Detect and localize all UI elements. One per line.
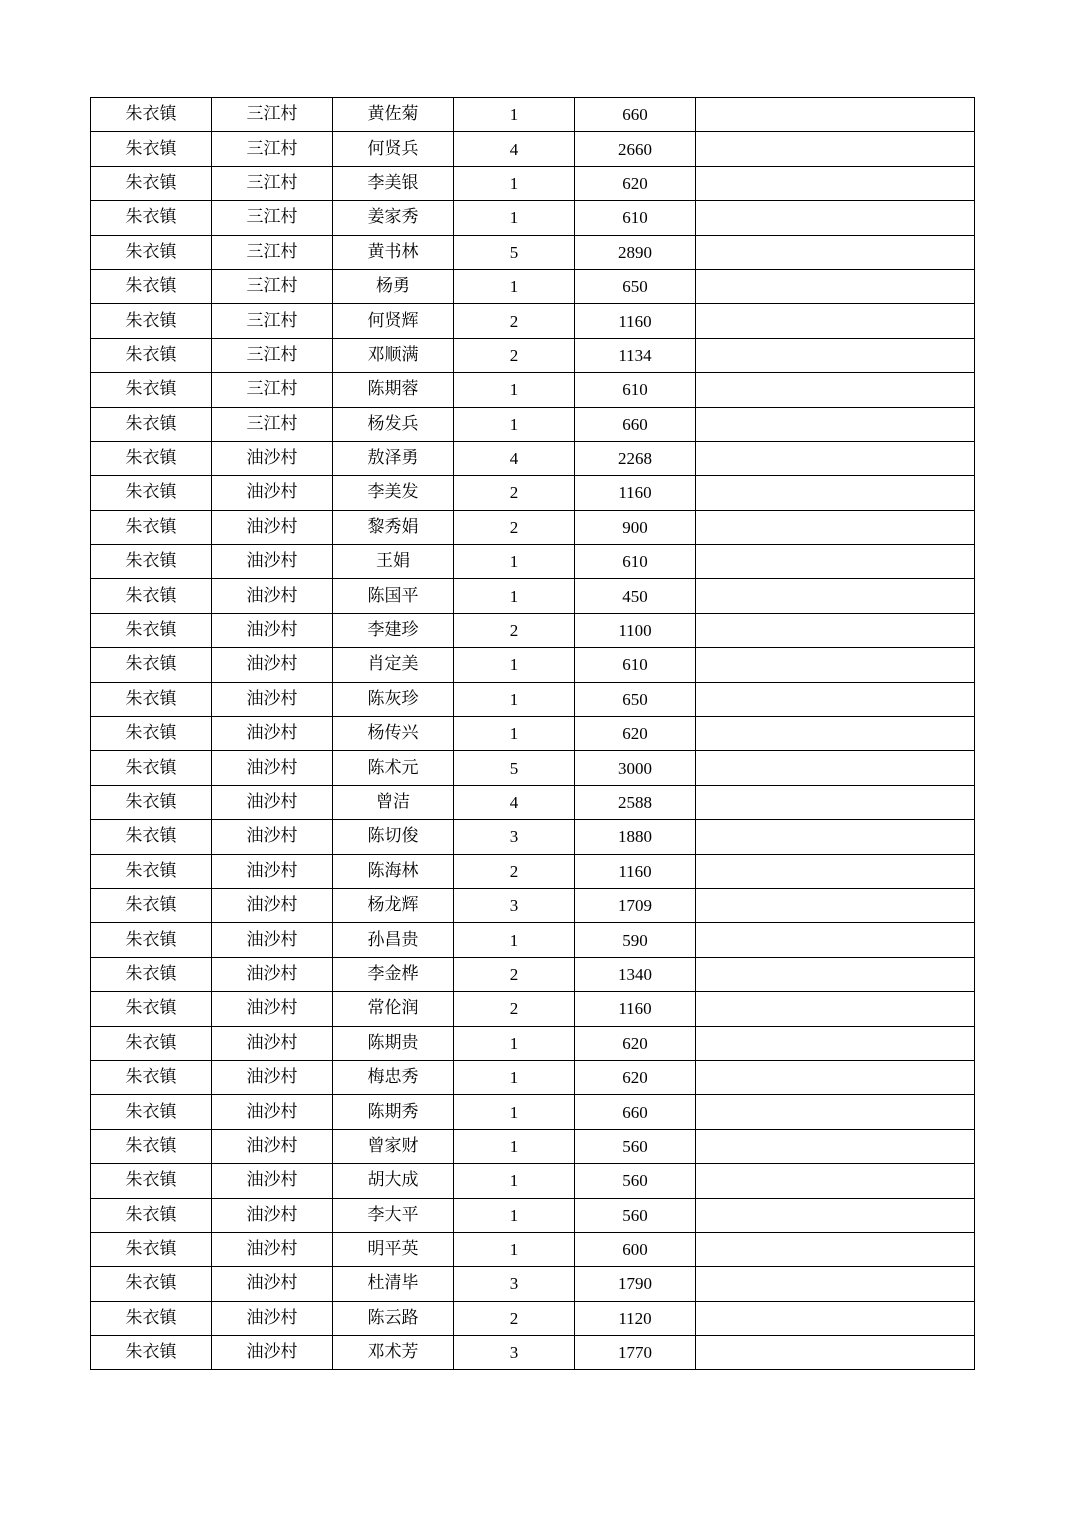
- cell-name: 陈国平: [333, 579, 454, 613]
- cell-village: 油沙村: [212, 648, 333, 682]
- cell-town: 朱衣镇: [91, 373, 212, 407]
- cell-count: 1: [454, 1026, 575, 1060]
- table-row: [91, 545, 975, 579]
- cell-town: 朱衣镇: [91, 201, 212, 235]
- cell-town: 朱衣镇: [91, 785, 212, 819]
- table-row: [91, 441, 975, 475]
- cell-amount: 620: [575, 166, 696, 200]
- cell-town: 朱衣镇: [91, 992, 212, 1026]
- table-row: [91, 1232, 975, 1266]
- cell-amount: 1100: [575, 613, 696, 647]
- cell-amount: 560: [575, 1164, 696, 1198]
- table-row: [91, 166, 975, 200]
- cell-name: 黎秀娟: [333, 510, 454, 544]
- cell-count: 5: [454, 235, 575, 269]
- cell-town: 朱衣镇: [91, 1198, 212, 1232]
- table-row: [91, 1095, 975, 1129]
- cell-village: 三江村: [212, 201, 333, 235]
- cell-amount: 1134: [575, 338, 696, 372]
- cell-village: 油沙村: [212, 1232, 333, 1266]
- table-row: [91, 682, 975, 716]
- cell-amount: 610: [575, 545, 696, 579]
- cell-amount: 1880: [575, 820, 696, 854]
- cell-note: [696, 854, 975, 888]
- cell-note: [696, 476, 975, 510]
- table-row: [91, 957, 975, 991]
- cell-town: 朱衣镇: [91, 717, 212, 751]
- cell-note: [696, 235, 975, 269]
- cell-town: 朱衣镇: [91, 1095, 212, 1129]
- table-row: [91, 476, 975, 510]
- cell-note: [696, 269, 975, 303]
- cell-count: 2: [454, 338, 575, 372]
- cell-count: 1: [454, 1129, 575, 1163]
- table-row: [91, 820, 975, 854]
- cell-amount: 450: [575, 579, 696, 613]
- cell-name: 邓顺满: [333, 338, 454, 372]
- table-row: [91, 510, 975, 544]
- cell-town: 朱衣镇: [91, 441, 212, 475]
- cell-town: 朱衣镇: [91, 235, 212, 269]
- table-row: [91, 648, 975, 682]
- cell-village: 三江村: [212, 338, 333, 372]
- cell-name: 陈灰珍: [333, 682, 454, 716]
- cell-count: 3: [454, 1336, 575, 1370]
- cell-name: 杨传兴: [333, 717, 454, 751]
- table-body: [91, 98, 975, 1370]
- cell-amount: 650: [575, 269, 696, 303]
- table-row: [91, 1267, 975, 1301]
- cell-town: 朱衣镇: [91, 476, 212, 510]
- cell-amount: 620: [575, 1026, 696, 1060]
- cell-name: 孙昌贵: [333, 923, 454, 957]
- cell-count: 1: [454, 579, 575, 613]
- cell-amount: 1160: [575, 854, 696, 888]
- cell-note: [696, 957, 975, 991]
- cell-town: 朱衣镇: [91, 820, 212, 854]
- cell-amount: 1790: [575, 1267, 696, 1301]
- cell-count: 2: [454, 476, 575, 510]
- cell-count: 2: [454, 992, 575, 1026]
- cell-name: 黄书林: [333, 235, 454, 269]
- table-row: [91, 992, 975, 1026]
- table-row: [91, 304, 975, 338]
- cell-note: [696, 751, 975, 785]
- cell-name: 陈切俊: [333, 820, 454, 854]
- cell-name: 胡大成: [333, 1164, 454, 1198]
- cell-note: [696, 888, 975, 922]
- cell-village: 三江村: [212, 373, 333, 407]
- table-row: [91, 235, 975, 269]
- table-row: [91, 1198, 975, 1232]
- table-row: [91, 407, 975, 441]
- cell-name: 曾洁: [333, 785, 454, 819]
- cell-count: 1: [454, 1060, 575, 1094]
- cell-note: [696, 1026, 975, 1060]
- cell-village: 三江村: [212, 304, 333, 338]
- cell-count: 1: [454, 682, 575, 716]
- cell-village: 油沙村: [212, 717, 333, 751]
- cell-village: 油沙村: [212, 1060, 333, 1094]
- cell-village: 油沙村: [212, 888, 333, 922]
- cell-note: [696, 545, 975, 579]
- cell-village: 油沙村: [212, 1198, 333, 1232]
- cell-town: 朱衣镇: [91, 648, 212, 682]
- cell-count: 4: [454, 785, 575, 819]
- cell-amount: 600: [575, 1232, 696, 1266]
- cell-note: [696, 682, 975, 716]
- cell-note: [696, 648, 975, 682]
- table-row: [91, 854, 975, 888]
- cell-note: [696, 1232, 975, 1266]
- cell-village: 三江村: [212, 235, 333, 269]
- cell-count: 2: [454, 304, 575, 338]
- cell-name: 邓术芳: [333, 1336, 454, 1370]
- table-row: [91, 98, 975, 132]
- table-row: [91, 888, 975, 922]
- cell-name: 常伦润: [333, 992, 454, 1026]
- cell-count: 4: [454, 132, 575, 166]
- table-row: [91, 1129, 975, 1163]
- cell-name: 黄佐菊: [333, 98, 454, 132]
- cell-count: 2: [454, 957, 575, 991]
- cell-town: 朱衣镇: [91, 98, 212, 132]
- table-row: [91, 717, 975, 751]
- cell-village: 油沙村: [212, 923, 333, 957]
- table-row: [91, 269, 975, 303]
- cell-name: 李金桦: [333, 957, 454, 991]
- table-row: [91, 338, 975, 372]
- cell-name: 李美银: [333, 166, 454, 200]
- cell-count: 1: [454, 166, 575, 200]
- cell-note: [696, 510, 975, 544]
- cell-amount: 620: [575, 1060, 696, 1094]
- cell-note: [696, 304, 975, 338]
- cell-count: 5: [454, 751, 575, 785]
- cell-note: [696, 132, 975, 166]
- cell-town: 朱衣镇: [91, 923, 212, 957]
- cell-note: [696, 1164, 975, 1198]
- cell-town: 朱衣镇: [91, 1336, 212, 1370]
- cell-village: 油沙村: [212, 854, 333, 888]
- cell-town: 朱衣镇: [91, 269, 212, 303]
- cell-count: 1: [454, 648, 575, 682]
- cell-name: 杨勇: [333, 269, 454, 303]
- cell-town: 朱衣镇: [91, 1129, 212, 1163]
- cell-name: 何贤辉: [333, 304, 454, 338]
- cell-town: 朱衣镇: [91, 751, 212, 785]
- cell-name: 何贤兵: [333, 132, 454, 166]
- cell-note: [696, 613, 975, 647]
- cell-note: [696, 1060, 975, 1094]
- cell-name: 陈期贵: [333, 1026, 454, 1060]
- cell-name: 陈术元: [333, 751, 454, 785]
- cell-village: 油沙村: [212, 441, 333, 475]
- cell-name: 明平英: [333, 1232, 454, 1266]
- cell-name: 梅忠秀: [333, 1060, 454, 1094]
- cell-count: 2: [454, 1301, 575, 1335]
- cell-amount: 1160: [575, 304, 696, 338]
- cell-note: [696, 441, 975, 475]
- cell-note: [696, 1301, 975, 1335]
- cell-amount: 900: [575, 510, 696, 544]
- cell-note: [696, 923, 975, 957]
- cell-town: 朱衣镇: [91, 304, 212, 338]
- cell-note: [696, 717, 975, 751]
- cell-name: 杨龙辉: [333, 888, 454, 922]
- cell-village: 油沙村: [212, 1336, 333, 1370]
- cell-name: 姜家秀: [333, 201, 454, 235]
- cell-amount: 2268: [575, 441, 696, 475]
- cell-count: 1: [454, 98, 575, 132]
- cell-town: 朱衣镇: [91, 407, 212, 441]
- cell-town: 朱衣镇: [91, 579, 212, 613]
- cell-amount: 650: [575, 682, 696, 716]
- cell-village: 油沙村: [212, 476, 333, 510]
- table-row: [91, 1060, 975, 1094]
- table-row: [91, 785, 975, 819]
- cell-amount: 1340: [575, 957, 696, 991]
- cell-note: [696, 373, 975, 407]
- cell-village: 油沙村: [212, 751, 333, 785]
- cell-village: 三江村: [212, 132, 333, 166]
- cell-village: 油沙村: [212, 785, 333, 819]
- cell-name: 曾家财: [333, 1129, 454, 1163]
- cell-note: [696, 1336, 975, 1370]
- cell-village: 油沙村: [212, 1267, 333, 1301]
- cell-town: 朱衣镇: [91, 510, 212, 544]
- cell-name: 陈海林: [333, 854, 454, 888]
- cell-count: 1: [454, 373, 575, 407]
- cell-name: 王娟: [333, 545, 454, 579]
- cell-village: 油沙村: [212, 1026, 333, 1060]
- cell-count: 4: [454, 441, 575, 475]
- cell-amount: 620: [575, 717, 696, 751]
- cell-town: 朱衣镇: [91, 1301, 212, 1335]
- cell-town: 朱衣镇: [91, 1267, 212, 1301]
- cell-village: 油沙村: [212, 1129, 333, 1163]
- cell-village: 三江村: [212, 269, 333, 303]
- cell-amount: 1120: [575, 1301, 696, 1335]
- data-table: [90, 97, 975, 1370]
- cell-count: 3: [454, 888, 575, 922]
- cell-note: [696, 201, 975, 235]
- table-row: [91, 201, 975, 235]
- cell-count: 3: [454, 1267, 575, 1301]
- cell-name: 陈云路: [333, 1301, 454, 1335]
- cell-count: 1: [454, 269, 575, 303]
- table-row: [91, 613, 975, 647]
- cell-amount: 660: [575, 1095, 696, 1129]
- cell-town: 朱衣镇: [91, 888, 212, 922]
- cell-note: [696, 1095, 975, 1129]
- cell-town: 朱衣镇: [91, 338, 212, 372]
- cell-note: [696, 1267, 975, 1301]
- cell-amount: 610: [575, 201, 696, 235]
- cell-amount: 610: [575, 373, 696, 407]
- cell-village: 油沙村: [212, 1301, 333, 1335]
- cell-count: 1: [454, 1232, 575, 1266]
- cell-name: 杜清毕: [333, 1267, 454, 1301]
- table-row: [91, 1336, 975, 1370]
- cell-town: 朱衣镇: [91, 545, 212, 579]
- cell-name: 李建珍: [333, 613, 454, 647]
- cell-village: 油沙村: [212, 820, 333, 854]
- table-row: [91, 1301, 975, 1335]
- cell-town: 朱衣镇: [91, 1026, 212, 1060]
- cell-village: 油沙村: [212, 545, 333, 579]
- cell-town: 朱衣镇: [91, 957, 212, 991]
- table-row: [91, 751, 975, 785]
- table-row: [91, 579, 975, 613]
- cell-amount: 1709: [575, 888, 696, 922]
- cell-village: 油沙村: [212, 992, 333, 1026]
- cell-note: [696, 338, 975, 372]
- cell-name: 肖定美: [333, 648, 454, 682]
- cell-amount: 660: [575, 98, 696, 132]
- cell-amount: 560: [575, 1129, 696, 1163]
- cell-count: 2: [454, 613, 575, 647]
- cell-count: 1: [454, 1198, 575, 1232]
- cell-count: 1: [454, 717, 575, 751]
- cell-count: 1: [454, 407, 575, 441]
- cell-note: [696, 166, 975, 200]
- cell-village: 油沙村: [212, 613, 333, 647]
- cell-village: 油沙村: [212, 510, 333, 544]
- cell-village: 三江村: [212, 407, 333, 441]
- cell-name: 杨发兵: [333, 407, 454, 441]
- cell-village: 油沙村: [212, 682, 333, 716]
- cell-amount: 560: [575, 1198, 696, 1232]
- table-row: [91, 923, 975, 957]
- cell-town: 朱衣镇: [91, 1164, 212, 1198]
- cell-village: 油沙村: [212, 1095, 333, 1129]
- cell-village: 油沙村: [212, 579, 333, 613]
- cell-amount: 610: [575, 648, 696, 682]
- table-row: [91, 132, 975, 166]
- table-row: [91, 1164, 975, 1198]
- cell-count: 3: [454, 820, 575, 854]
- cell-note: [696, 407, 975, 441]
- cell-count: 1: [454, 1095, 575, 1129]
- cell-town: 朱衣镇: [91, 1232, 212, 1266]
- cell-count: 2: [454, 854, 575, 888]
- cell-note: [696, 785, 975, 819]
- cell-count: 1: [454, 201, 575, 235]
- cell-name: 李大平: [333, 1198, 454, 1232]
- cell-amount: 1160: [575, 476, 696, 510]
- cell-amount: 590: [575, 923, 696, 957]
- cell-count: 1: [454, 545, 575, 579]
- table-row: [91, 1026, 975, 1060]
- cell-note: [696, 820, 975, 854]
- cell-town: 朱衣镇: [91, 166, 212, 200]
- cell-town: 朱衣镇: [91, 682, 212, 716]
- cell-name: 陈期秀: [333, 1095, 454, 1129]
- cell-note: [696, 992, 975, 1026]
- cell-note: [696, 579, 975, 613]
- cell-town: 朱衣镇: [91, 613, 212, 647]
- cell-name: 敖泽勇: [333, 441, 454, 475]
- cell-town: 朱衣镇: [91, 854, 212, 888]
- cell-amount: 1160: [575, 992, 696, 1026]
- cell-note: [696, 1198, 975, 1232]
- cell-village: 油沙村: [212, 957, 333, 991]
- cell-town: 朱衣镇: [91, 132, 212, 166]
- table-row: [91, 373, 975, 407]
- cell-village: 三江村: [212, 166, 333, 200]
- cell-amount: 2660: [575, 132, 696, 166]
- cell-name: 李美发: [333, 476, 454, 510]
- cell-name: 陈期蓉: [333, 373, 454, 407]
- cell-amount: 660: [575, 407, 696, 441]
- cell-count: 1: [454, 1164, 575, 1198]
- cell-note: [696, 1129, 975, 1163]
- cell-amount: 2588: [575, 785, 696, 819]
- cell-amount: 1770: [575, 1336, 696, 1370]
- cell-note: [696, 98, 975, 132]
- cell-count: 2: [454, 510, 575, 544]
- cell-village: 三江村: [212, 98, 333, 132]
- cell-amount: 3000: [575, 751, 696, 785]
- cell-town: 朱衣镇: [91, 1060, 212, 1094]
- cell-amount: 2890: [575, 235, 696, 269]
- cell-village: 油沙村: [212, 1164, 333, 1198]
- cell-count: 1: [454, 923, 575, 957]
